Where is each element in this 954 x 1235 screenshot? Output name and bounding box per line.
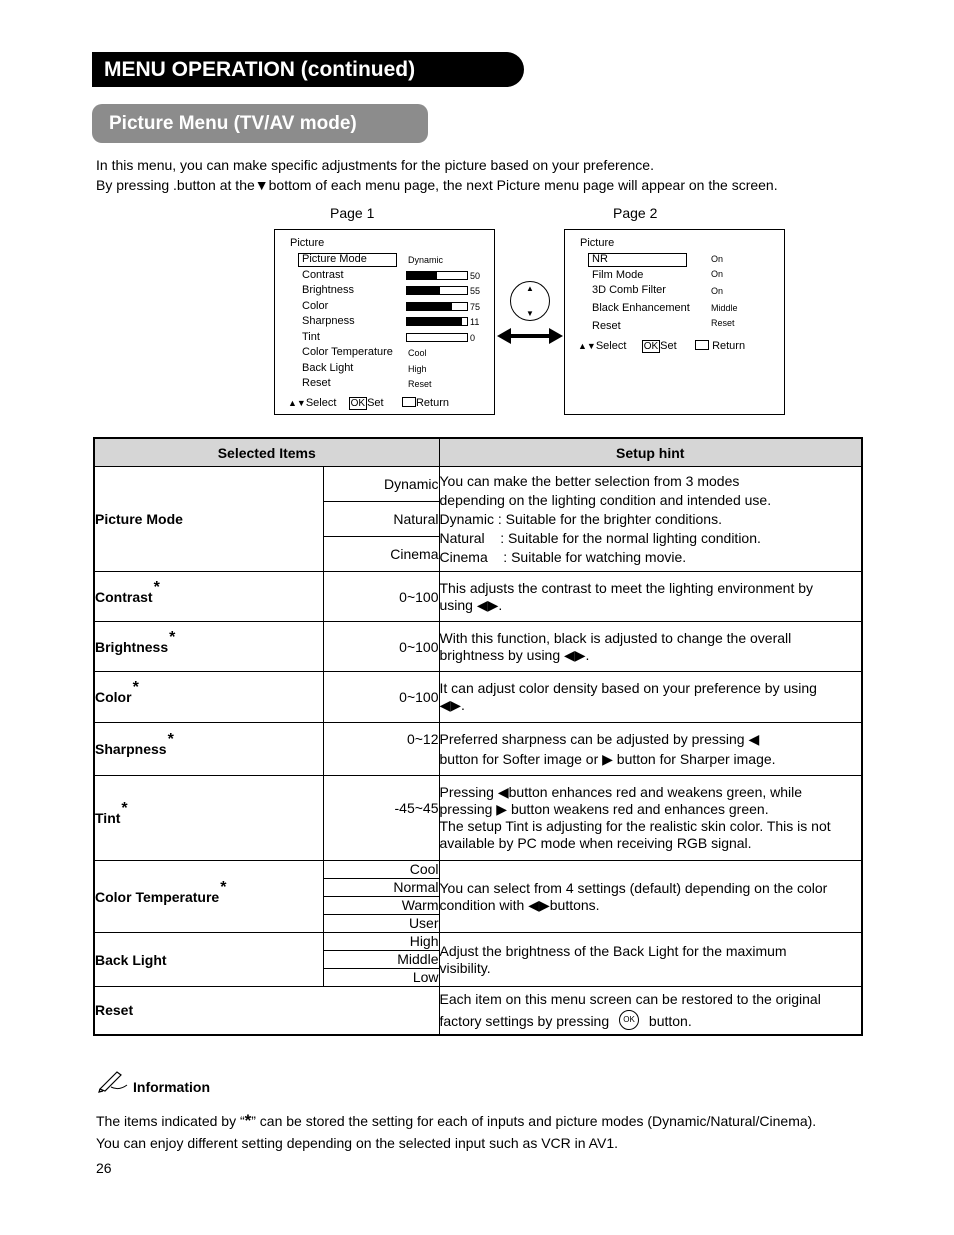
level-value: 55	[470, 286, 481, 296]
item-brightness: Brightness*	[94, 622, 323, 672]
range-cell: 0~100	[323, 572, 439, 622]
menu-item: Film Mode	[592, 269, 644, 281]
menu-value: Reset	[408, 379, 432, 389]
item-picture-mode: Picture Mode	[94, 467, 323, 572]
information-line-1: The items indicated by “*” can be stored the setting for each of inputs and picture modes (Dynamic/Natural/Cinema).	[96, 1111, 817, 1130]
option-cell: High	[323, 933, 439, 951]
option-cell: Warm	[323, 897, 439, 915]
menu-value: High	[408, 364, 427, 374]
column-header: Setup hint	[439, 438, 862, 467]
item-tint: Tint*	[94, 776, 323, 861]
item-back-light: Back Light	[94, 933, 323, 987]
brightness-level-bar	[406, 286, 481, 296]
return-icon	[695, 340, 709, 350]
page2-menu-screen	[564, 229, 785, 415]
menu-footer: ▲▼Select OK Set Return	[288, 397, 449, 409]
hint-cell: Pressing ◀button enhances red and weakens green, while pressing ▶ button weakens red and enhances green. The setup Tint is adjusting for the realistic skin color. This is not available by PC mode when receiving RGB signal.	[439, 776, 862, 861]
option-cell: Middle	[323, 951, 439, 969]
subsection-title-banner	[92, 104, 428, 143]
column-header: Selected Items	[94, 438, 439, 467]
level-value: 0	[470, 333, 476, 343]
option-cell: Natural	[323, 502, 439, 537]
menu-item: Contrast	[302, 269, 344, 281]
hint-cell: You can make the better selection from 3 modes depending on the lighting condition and intended use. Dynamic : Suitable for the brighter conditions. Natural : Suitable for the normal lighting condition. Cinema : Suitable for watching movie.	[439, 467, 862, 572]
ok-button-icon: OK	[619, 1010, 639, 1030]
option-cell: Cinema	[323, 537, 439, 572]
level-value: 50	[470, 271, 481, 281]
menu-value: Cool	[408, 348, 427, 358]
menu-item: Sharpness	[302, 315, 355, 327]
option-cell: Dynamic	[323, 467, 439, 502]
level-value: 11	[470, 317, 480, 327]
menu-item: NR	[592, 253, 608, 265]
menu-value: Middle	[711, 303, 738, 313]
menu-item: Back Light	[302, 362, 354, 374]
menu-item: Color Temperature	[302, 346, 393, 358]
intro-line-2: By pressing .button at the▼bottom of each menu page, the next Picture menu page will appear on the screen.	[96, 177, 778, 193]
range-cell: 0~100	[323, 622, 439, 672]
menu-footer: ▲▼Select OK Set Return	[578, 340, 746, 352]
down-arrow-icon: ▼	[526, 309, 534, 318]
hint-cell: Each item on this menu screen can be restored to the original factory settings by pressing OK button.	[439, 987, 862, 1035]
up-arrow-icon: ▲	[526, 284, 534, 293]
menu-value: Reset	[711, 318, 735, 328]
hint-cell: This adjusts the contrast to meet the lighting environment by using ◀▶.	[439, 572, 862, 622]
item-reset: Reset	[94, 987, 439, 1035]
item-color: Color*	[94, 672, 323, 723]
information-line-2: You can enjoy different setting depending on the selected input such as VCR in AV1.	[96, 1135, 618, 1151]
hint-cell: It can adjust color density based on your preference by using ◀▶.	[439, 672, 862, 723]
range-cell: 0~100	[323, 672, 439, 723]
ok-button-icon: OK	[350, 398, 366, 409]
menu-value: Dynamic	[408, 255, 444, 265]
page1-caption: Page 1	[330, 205, 375, 221]
menu-item: 3D Comb Filter	[592, 284, 666, 296]
hint-cell: With this function, black is adjusted to change the overall brightness by using ◀▶.	[439, 622, 862, 672]
contrast-level-bar	[406, 271, 481, 281]
color-level-bar	[406, 302, 481, 312]
return-icon	[402, 397, 416, 407]
menu-value: On	[711, 269, 724, 279]
tint-level-bar	[406, 333, 476, 343]
section-title: MENU OPERATION (continued)	[104, 58, 416, 81]
item-sharpness: Sharpness*	[94, 723, 323, 776]
section-title-banner	[92, 52, 524, 87]
page1-menu-screen	[274, 229, 495, 415]
remote-nav-pad-icon	[510, 281, 550, 321]
intro-line-1: In this menu, you can make specific adjustments for the picture based on your preference.	[96, 157, 654, 173]
menu-item: Tint	[302, 331, 320, 343]
hint-cell: Preferred sharpness can be adjusted by pressing ◀ button for Softer image or ▶ button for Sharper image.	[439, 723, 862, 776]
range-cell: 0~12	[323, 723, 439, 776]
item-contrast: Contrast*	[94, 572, 323, 622]
menu-item: Reset	[592, 320, 621, 332]
option-cell: User	[323, 915, 439, 933]
menu-item: Picture Mode	[302, 253, 367, 265]
menu-value: On	[711, 286, 724, 296]
ok-button-icon: OK	[643, 341, 659, 352]
hint-cell: Adjust the brightness of the Back Light for the maximum visibility.	[439, 933, 862, 987]
menu-item: Color	[302, 300, 329, 312]
option-cell: Low	[323, 969, 439, 987]
menu-item: Brightness	[302, 284, 354, 296]
page-number: 26	[96, 1160, 112, 1176]
sharpness-level-bar	[406, 317, 480, 327]
information-title: Information	[133, 1079, 210, 1095]
item-color-temperature: Color Temperature*	[94, 861, 323, 933]
menu-item: Black Enhancement	[592, 302, 690, 314]
range-cell: -45~45	[323, 776, 439, 861]
settings-table	[93, 437, 863, 1036]
page2-heading: Picture	[580, 237, 615, 249]
page1-heading: Picture	[290, 237, 325, 249]
menu-value: On	[711, 254, 724, 264]
up-down-arrow-icon: ▲▼	[288, 398, 306, 408]
option-cell: Normal	[323, 879, 439, 897]
subsection-title: Picture Menu (TV/AV mode)	[109, 113, 357, 134]
menu-item: Reset	[302, 377, 331, 389]
hint-cell: You can select from 4 settings (default) depending on the color condition with ◀▶buttons.	[439, 861, 862, 933]
page2-caption: Page 2	[613, 205, 658, 221]
information-pencil-icon	[97, 1069, 129, 1093]
level-value: 75	[470, 302, 481, 312]
option-cell: Cool	[323, 861, 439, 879]
up-down-arrow-icon: ▲▼	[578, 341, 596, 351]
double-arrow-icon	[497, 326, 563, 346]
